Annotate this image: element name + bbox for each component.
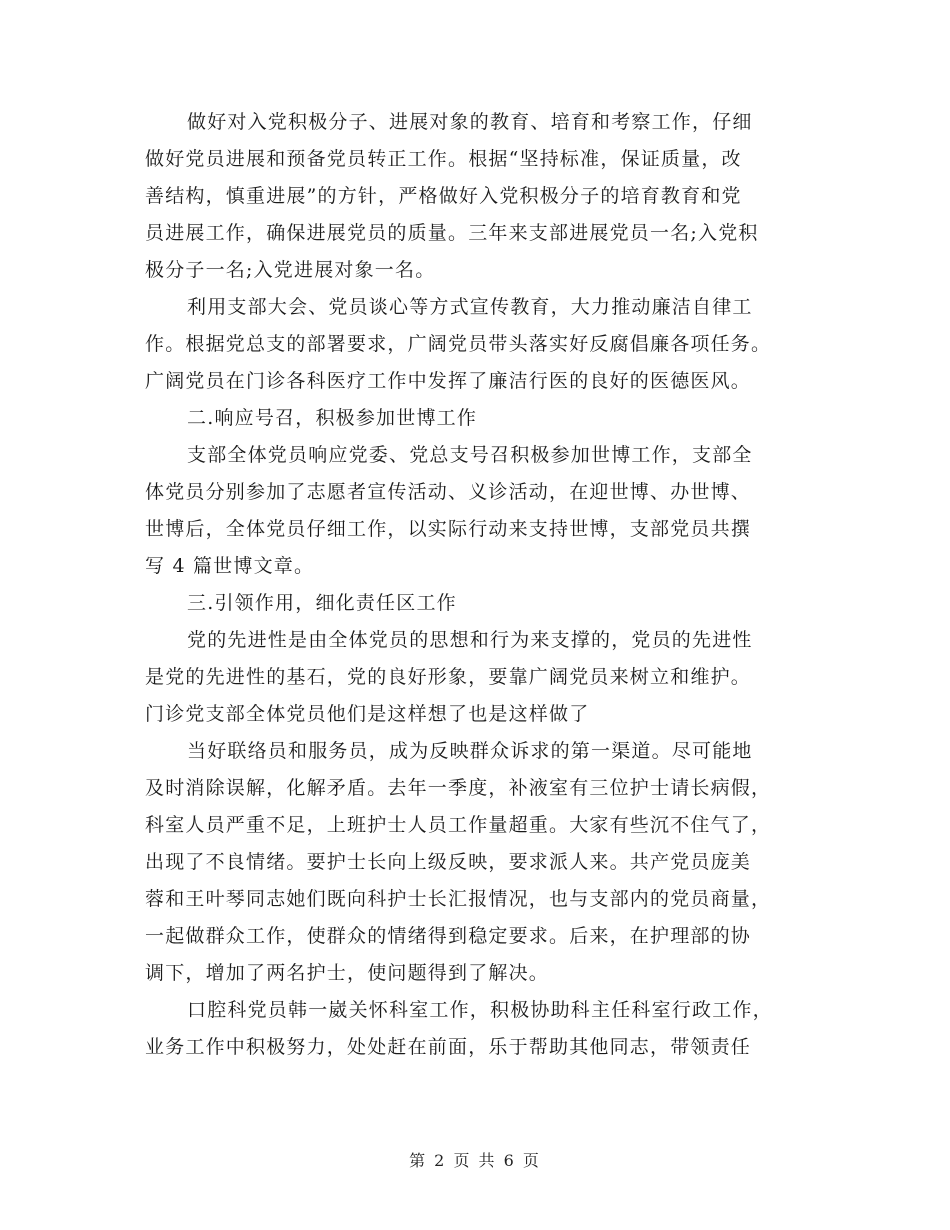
section-heading-expo: 二.响应号召，积极参加世博工作 (187, 407, 478, 429)
paragraph-integrity-education: 利用支部大会、党员谈心等方式宣传教育，大力推动廉洁自律工 作。根据党总支的部署要求，广阔党员带头落实好反腐倡廉各项任务。 广阔党员在门诊各科医疗工作中发挥了廉洁行医的良好的医德医风。 (145, 296, 772, 392)
paragraph-dental-member: 口腔科党员韩一崴关怀科室工作，积极协助科主任科室行政工作， 业务工作中积极努力，处处赶在前面，乐于帮助其他同志，带领责任 (145, 999, 773, 1058)
document-body (145, 104, 810, 1066)
paragraph-liaison-service: 当好联络员和服务员，成为反映群众诉求的第一渠道。尽可能地 及时消除误解，化解矛盾。去年一季度，补液室有三位护士请长病假， 科室人员严重不足，上班护士人员工作量超重。大家有些沉不住气了， 出现了不良情绪。要护士长向上级反映，要求派人来。共产党员庞美 蓉和王叶琴同志她们既向科护士长汇报情况，也与支部内的党员商量， 一起做群众工作，使群众的情绪得到稳定要求。后来，在护理部的协 调下，增加了两名护士，使问题得到了解决。 (145, 740, 772, 984)
section-heading-leading-role: 三.引领作用，细化责任区工作 (187, 592, 457, 614)
paragraph-party-advancement: 党的先进性是由全体党员的思想和行为来支撑的，党员的先进性 是党的先进性的基石，党的良好形象，要靠广阔党员来树立和维护。 门诊党支部全体党员他们是这样想了也是这样做了 (145, 629, 753, 725)
page-number-footer: 第 2 页 共 6 页 (409, 1151, 541, 1170)
paragraph-expo-work: 支部全体党员响应党委、党总支号召积极参加世博工作，支部全 体党员分别参加了志愿者宣传活动、义诊活动，在迎世博、办世博、 世博后，全体党员仔细工作，以实际行动来支持世博，支部党员共撰 写 4 篇世博文章。 (145, 444, 753, 577)
paragraph-party-development: 做好对入党积极分子、进展对象的教育、培育和考察工作，仔细 做好党员进展和预备党员转正工作。根据“坚持标准，保证质量，改 善结构，慎重进展”的方针，严格做好入党积极分子的培育教育和党 员进展工作，确保进展党员的质量。三年来支部进展党员一名;入党积 极分子一名;入党进展对象一名。 (145, 111, 759, 281)
